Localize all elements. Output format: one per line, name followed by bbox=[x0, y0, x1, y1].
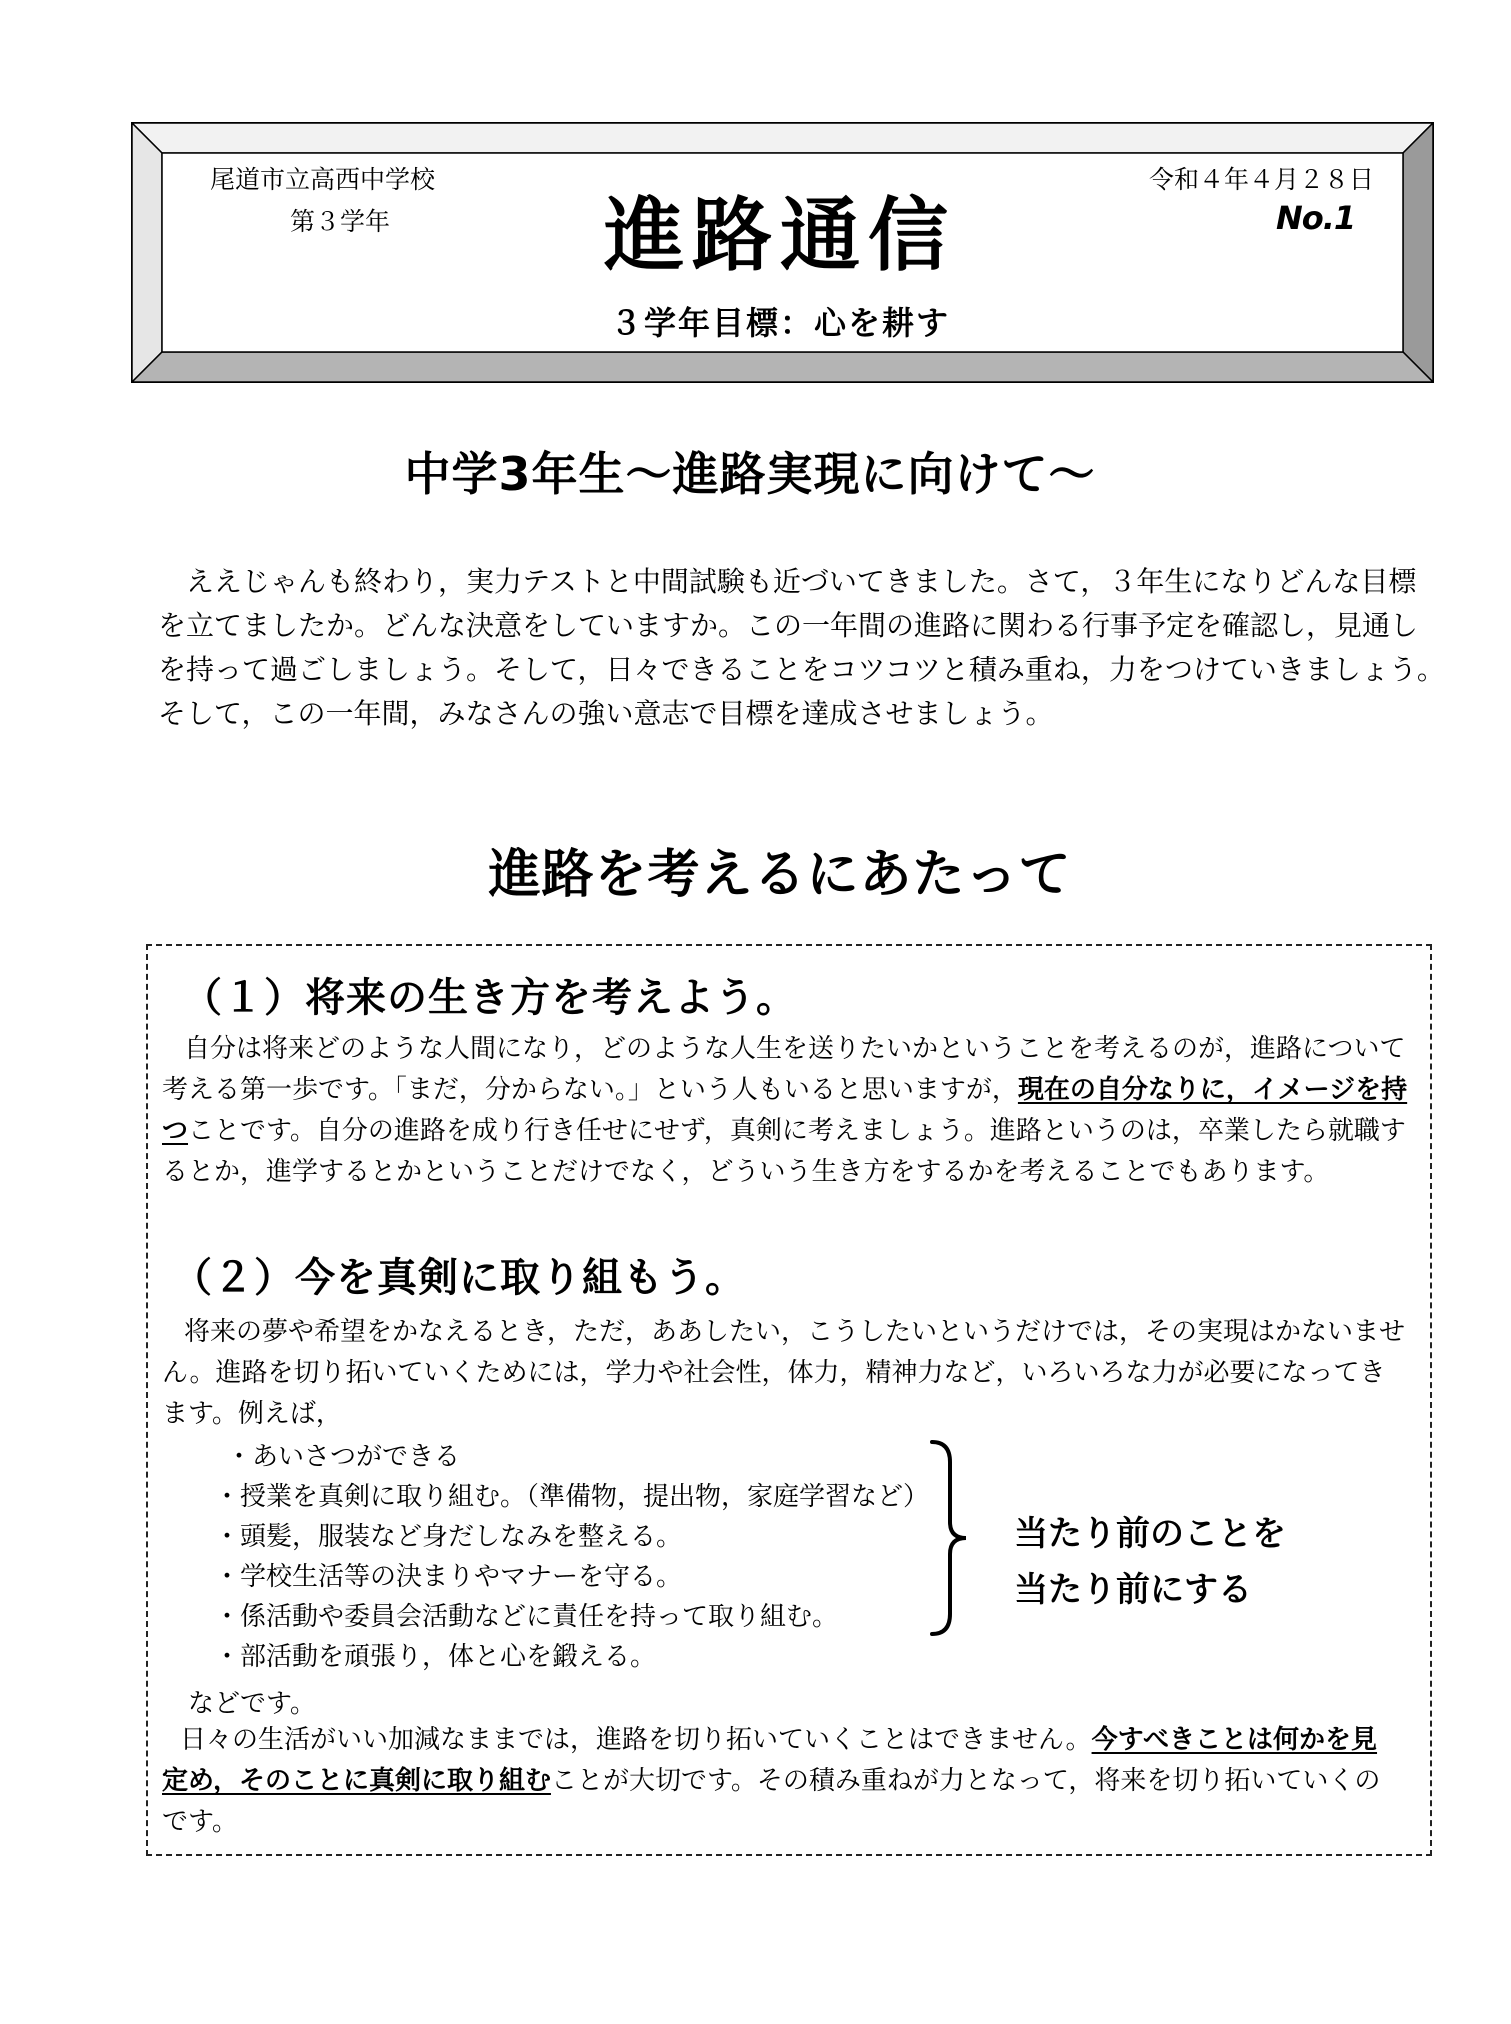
main-heading: 中学3年生～進路実現に向けて～ bbox=[404, 447, 1096, 501]
section2-closing bbox=[162, 1720, 1380, 1843]
para-text: ことが大切です。その積み重ねが力となって，将来を切り拓いていくの bbox=[550, 1766, 1381, 1796]
emphasis-underline: 定め，そのことに真剣に取り組む bbox=[162, 1766, 551, 1796]
para-text: 日々の生活がいい加減なままでは，進路を切り拓いていくことはできません。 bbox=[180, 1725, 1092, 1755]
intro-line: ええじゃんも終わり，実力テストと中間試験も近づいてきました。さて，３年生になりどんな目標 bbox=[186, 565, 1417, 598]
para-line bbox=[162, 1761, 1380, 1802]
subheading-2: （２）今を真剣に取り組もう。 bbox=[172, 1255, 746, 1301]
para-text: ことです。自分の進路を成り行き任せにせず，真剣に考えましょう。進路というのは，卒業したら就職す bbox=[188, 1116, 1406, 1146]
list-item: ・学校生活等の決まりやマナーを守る。 bbox=[214, 1562, 683, 1592]
para-line: ます。例えば， bbox=[162, 1399, 342, 1429]
list-item: ・係活動や委員会活動などに責任を持って取り組む。 bbox=[214, 1602, 839, 1632]
emphasis-underline: 今すべきことは何かを見 bbox=[1091, 1725, 1378, 1755]
section-heading: 進路を考えるにあたって bbox=[488, 845, 1072, 905]
para-line bbox=[162, 1111, 1407, 1152]
nado-text: などです。 bbox=[188, 1689, 316, 1719]
intro-paragraph bbox=[158, 560, 1445, 736]
section1-paragraph bbox=[162, 1029, 1407, 1193]
grade-label: 第３学年 bbox=[290, 207, 391, 236]
para-line bbox=[162, 1720, 1380, 1761]
para-text: 考える第一歩です。「まだ，分からない。」という人もいると思いますが， bbox=[162, 1075, 1018, 1105]
para-line bbox=[162, 1070, 1407, 1111]
grade-goal: ３学年目標：心を耕す bbox=[609, 304, 950, 342]
school-name: 尾道市立高西中学校 bbox=[210, 165, 436, 194]
para-line: 自分は将来どのような人間になり，どのような人生を送りたいかということを考えるのが，進路について bbox=[184, 1034, 1406, 1064]
para-line: ん。進路を切り拓いていくためには，学力や社会性，体力，精神力など，いろいろな力が必要になってき bbox=[162, 1358, 1386, 1388]
intro-line: を立てましたか。どんな決意をしていますか。この一年間の進路に関わる行事予定を確認し，見通し bbox=[158, 609, 1419, 642]
intro-line: を持って過ごしましょう。そして，日々できることをコツコツと積み重ね，力をつけていきましょう。 bbox=[158, 653, 1445, 686]
brace-caption-line: 当たり前にする bbox=[1014, 1570, 1252, 1610]
issue-date: 令和４年４月２８日 bbox=[1149, 165, 1375, 194]
emphasis-underline: 現在の自分なりに，イメージを持 bbox=[1017, 1075, 1408, 1105]
issue-number: No.1 bbox=[1276, 199, 1356, 237]
list-item: ・頭髪，服装など身だしなみを整える。 bbox=[214, 1522, 683, 1552]
list-item: ・部活動を頑張り，体と心を鍛える。 bbox=[214, 1642, 657, 1672]
section2-paragraph bbox=[162, 1312, 1405, 1435]
intro-line: そして，この一年間，みなさんの強い意志で目標を達成させましょう。 bbox=[158, 697, 1054, 730]
list-item: ・あいさつができる bbox=[226, 1442, 461, 1472]
subheading-1: （１）将来の生き方を考えよう。 bbox=[182, 975, 797, 1021]
list-item: ・授業を真剣に取り組む。（準備物，提出物，家庭学習など） bbox=[214, 1482, 930, 1512]
brace-caption bbox=[1014, 1506, 1286, 1618]
para-line: です。 bbox=[162, 1807, 238, 1837]
right-brace-icon bbox=[926, 1438, 976, 1638]
para-line: 将来の夢や希望をかなえるとき，ただ，ああしたい，こうしたいというだけでは，その実現はかないませ bbox=[184, 1317, 1405, 1347]
para-line: るとか，進学するとかということだけでなく，どういう生き方をするかを考えることでもあります。 bbox=[162, 1157, 1330, 1187]
example-list bbox=[214, 1437, 929, 1677]
brace-caption-line: 当たり前のことを bbox=[1014, 1514, 1286, 1554]
newsletter-title: 進路通信 bbox=[604, 189, 956, 282]
emphasis-underline: つ bbox=[162, 1116, 189, 1146]
